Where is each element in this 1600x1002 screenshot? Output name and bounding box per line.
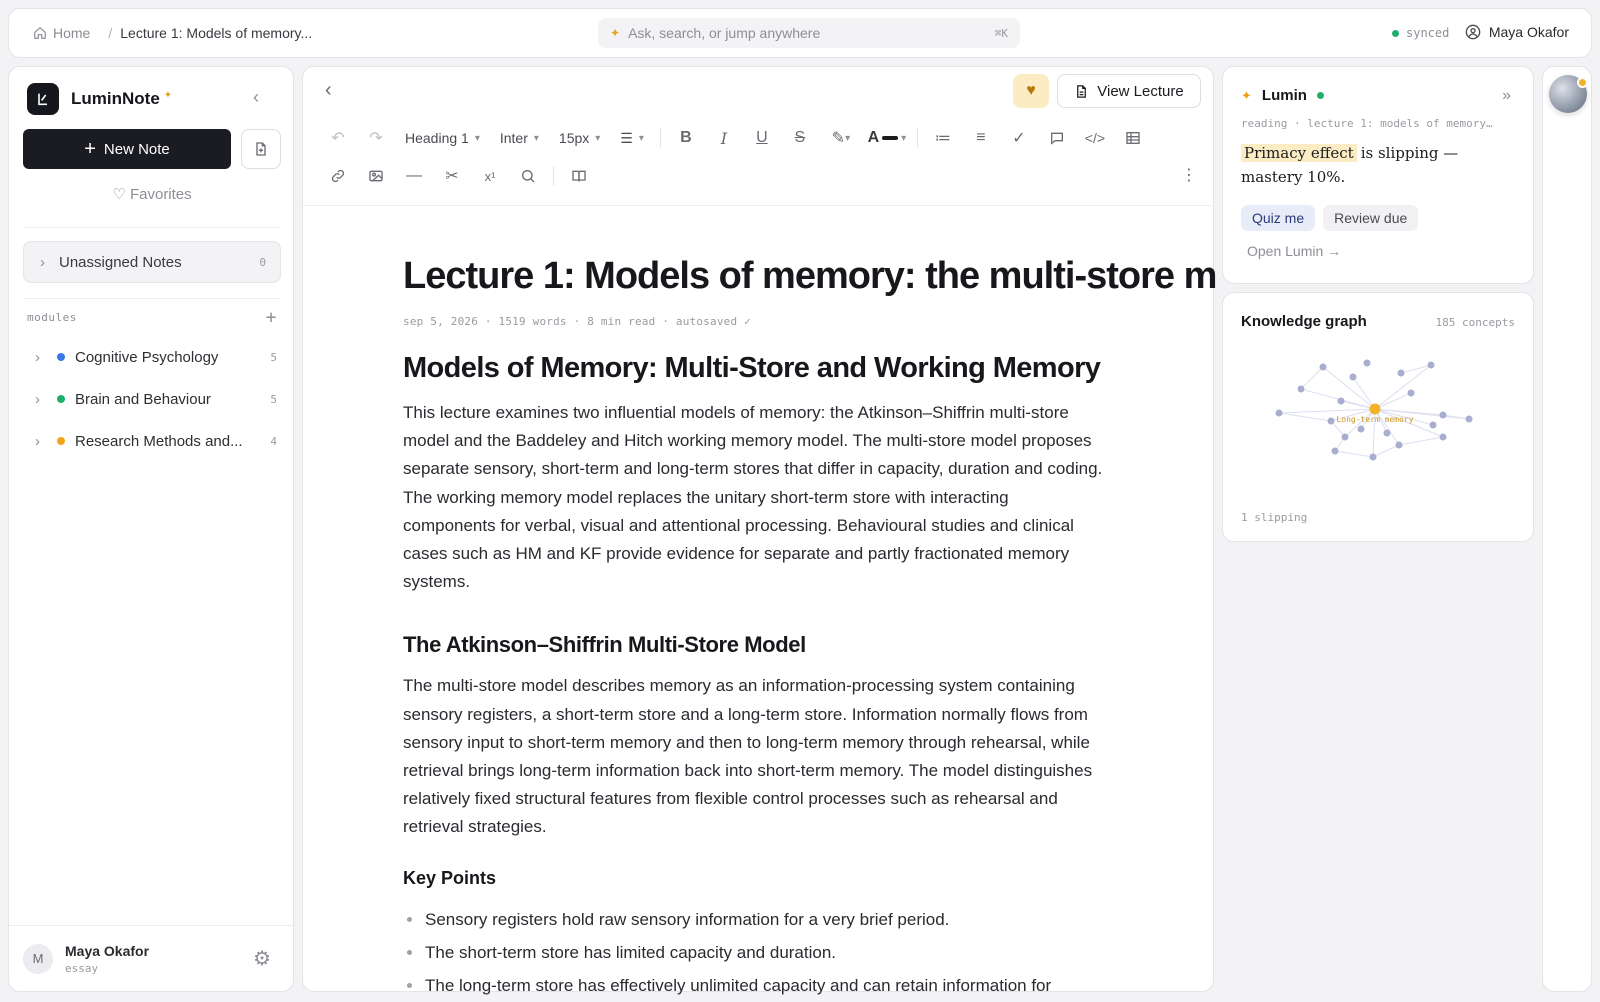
favorites-label: Favorites	[129, 186, 192, 203]
heart-icon: ♥	[1026, 82, 1036, 99]
line-spacing-icon: ☰	[620, 129, 633, 146]
knowledge-graph-count: 185 concepts	[1435, 316, 1515, 329]
breadcrumb-separator: /	[108, 25, 113, 41]
breadcrumb-current[interactable]: Lecture 1: Models of memory...	[120, 25, 313, 41]
table-icon[interactable]	[1114, 123, 1152, 153]
align-icon[interactable]: ≡	[976, 129, 986, 146]
concept-highlight[interactable]: Primacy effect	[1241, 144, 1357, 162]
lumin-message	[1241, 141, 1519, 189]
graph-node	[1396, 442, 1403, 449]
sparkle-icon: ✦	[163, 89, 173, 101]
view-lecture-button[interactable]	[1057, 74, 1201, 108]
graph-node	[1370, 454, 1377, 461]
chevron-right-icon: ›	[35, 390, 40, 408]
status-dot-icon	[1317, 92, 1324, 99]
new-note-label: New Note	[103, 140, 170, 158]
paragraph: This lecture examines two influential models of memory: the Atkinson–Shiffrin multi-store model and the Baddeley and Hitch working memory model. The multi-store model proposes separate sensory, short-term and long-term stores that differ in capacity, duration and coding. The working memory model replaces the unitary short-term store with interacting components for verbal, visual and attentional processing. Behavioural studies and clinical cases such as HM and KF provide evidence for separate and partly fractionated memory systems.	[403, 403, 1103, 592]
italic-icon[interactable]: I	[720, 128, 728, 148]
sync-status	[1392, 26, 1449, 40]
module-item[interactable]	[27, 336, 277, 378]
graph-node	[1350, 374, 1357, 381]
graph-node	[1384, 430, 1391, 437]
checkmark-icon[interactable]: ✓	[1012, 130, 1026, 147]
chevron-down-icon: ▾	[595, 132, 601, 144]
module-color-dot	[57, 353, 65, 361]
lumin-title: Lumin	[1261, 87, 1307, 104]
avatar: M	[23, 944, 53, 974]
modules-header	[27, 307, 277, 328]
divider	[303, 205, 1215, 206]
import-note-button[interactable]	[241, 129, 281, 169]
line-spacing-select[interactable]	[610, 130, 654, 147]
expand-icon[interactable]: »	[1502, 87, 1511, 104]
knowledge-graph-panel	[1222, 292, 1534, 542]
user-role: essay	[65, 961, 99, 975]
module-item[interactable]	[27, 420, 277, 462]
back-icon[interactable]: ‹	[325, 79, 332, 101]
graph-node	[1342, 434, 1349, 441]
notification-badge	[1577, 77, 1588, 88]
graph-node	[1364, 360, 1371, 367]
user-info	[65, 943, 149, 975]
chevron-right-icon: ›	[35, 348, 40, 366]
app-logo-icon	[27, 83, 59, 115]
graph-node	[1440, 434, 1447, 441]
gear-icon[interactable]: ⚙	[253, 948, 271, 970]
user-circle-icon	[1465, 24, 1481, 40]
graph-focus-node	[1370, 404, 1381, 415]
font-select[interactable]	[490, 130, 549, 146]
lumin-header	[1241, 87, 1324, 104]
quiz-me-button[interactable]: Quiz me	[1241, 205, 1315, 231]
new-note-button[interactable]	[23, 129, 231, 169]
lumin-context: reading · lecture 1: models of memory…	[1241, 117, 1493, 130]
module-name: Cognitive Psychology	[75, 348, 219, 366]
document-meta: sep 5, 2026 · 1519 words · 8 min read · autosaved ✓	[403, 315, 751, 328]
add-module-icon[interactable]: +	[265, 307, 277, 328]
unassigned-notes-item[interactable]	[23, 241, 281, 283]
sparkle-icon: ✦	[1241, 87, 1252, 103]
breadcrumb-home-label: Home	[53, 25, 91, 41]
graph-node	[1276, 410, 1283, 417]
plus-icon: +	[84, 138, 96, 160]
key-points-list	[403, 903, 1103, 1002]
assistant-rail	[1542, 66, 1592, 992]
brand	[27, 83, 172, 115]
user-menu[interactable]	[1465, 24, 1569, 40]
graph-node	[1430, 422, 1437, 429]
unassigned-notes-label: Unassigned Notes	[59, 253, 182, 271]
toolbar-separator	[660, 128, 661, 148]
redo-icon[interactable]: ↷	[369, 130, 383, 147]
graph-node	[1320, 364, 1327, 371]
comment-icon[interactable]	[1038, 123, 1076, 153]
graph-node	[1332, 448, 1339, 455]
text-color-icon[interactable]: A ▾	[867, 129, 907, 146]
divider	[23, 227, 281, 228]
format-toolbar	[319, 121, 1152, 155]
module-name: Brain and Behaviour	[75, 390, 211, 408]
heading-2: The Atkinson–Shiffrin Multi-Store Model	[403, 632, 806, 658]
list-item: The long-term store has effectively unlimited capacity and can retain information for	[425, 969, 1103, 1002]
font-size-value: 15px	[558, 130, 590, 146]
graph-node	[1328, 418, 1335, 425]
module-item[interactable]	[27, 378, 277, 420]
paragraph: The multi-store model describes memory as an information-processing system containing sensory registers, a short-term store and a long-term store. Information normally flows from sensory input to short-term memory and then to long-term memory through rehearsal, while retrieval brings long-term information back into short-term memory. The model distinguishes relatively fixed structural features from flexible control processes such as rehearsal and retrieval strategies.	[403, 676, 1093, 837]
knowledge-graph-footer: 1 slipping	[1241, 511, 1308, 524]
knowledge-graph[interactable]	[1223, 353, 1535, 493]
heading-1: Models of Memory: Multi-Store and Working Memory	[403, 352, 1101, 384]
module-color-dot	[57, 395, 65, 403]
list-item: Sensory registers hold raw sensory information for a very brief period.	[425, 903, 1103, 936]
block-style-value: Heading 1	[405, 130, 469, 146]
app-name: LuminNote	[71, 89, 160, 108]
module-count: 5	[270, 392, 277, 406]
lumin-panel	[1222, 66, 1534, 284]
module-count: 5	[270, 350, 277, 364]
document-body[interactable]	[403, 255, 1217, 1002]
search-bar[interactable]	[598, 18, 1020, 48]
bullet-list-icon[interactable]: ≔	[934, 130, 951, 147]
module-list	[27, 336, 277, 462]
font-value: Inter	[499, 130, 528, 146]
document-icon	[1074, 84, 1089, 99]
modules-header-label: modules	[27, 311, 77, 324]
chevron-right-icon: ›	[40, 253, 45, 271]
breadcrumb	[33, 25, 312, 41]
bold-icon[interactable]: B	[680, 129, 692, 146]
user-name: Maya Okafor	[65, 942, 150, 959]
link-icon[interactable]	[319, 161, 357, 191]
graph-node	[1408, 390, 1415, 397]
toolbar-separator	[917, 128, 918, 148]
graph-node	[1358, 426, 1365, 433]
highlighter-icon[interactable]: ✎ ▾	[831, 130, 851, 147]
editor-pane	[302, 66, 1217, 995]
code-icon[interactable]: </>	[1084, 130, 1106, 146]
chevron-down-icon: ▾	[474, 132, 480, 144]
search-icon[interactable]	[509, 161, 547, 191]
sync-status-label: synced	[1406, 26, 1450, 40]
chevron-down-icon: ▾	[533, 132, 539, 144]
book-icon[interactable]	[560, 161, 598, 191]
lumin-message-text: is slipping — mastery 10%.	[1241, 144, 1459, 186]
document-title[interactable]: Lecture 1: Models of memory: the multi-store m	[403, 255, 1217, 297]
divider	[23, 298, 281, 299]
graph-node	[1398, 370, 1405, 377]
strikethrough-icon[interactable]: S	[794, 129, 806, 146]
heart-outline-icon: ♡	[112, 186, 126, 203]
graph-node	[1466, 416, 1473, 423]
file-plus-icon	[253, 141, 269, 157]
favorite-button[interactable]	[1013, 74, 1049, 108]
module-color-dot	[57, 437, 65, 445]
knowledge-graph-title: Knowledge graph	[1241, 313, 1367, 330]
top-bar	[8, 8, 1592, 58]
image-icon[interactable]	[357, 161, 395, 191]
user-profile[interactable]	[9, 925, 293, 991]
graph-node	[1428, 362, 1435, 369]
favorites-link[interactable]	[9, 185, 295, 203]
insert-toolbar	[319, 159, 598, 193]
view-lecture-label: View Lecture	[1097, 82, 1184, 100]
graph-focus-label: Long-term memory	[1336, 415, 1414, 424]
lumin-actions	[1241, 205, 1418, 231]
chevron-down-icon: ▾	[638, 132, 644, 144]
superscript-icon[interactable]: x¹	[484, 168, 496, 184]
heading-3: Key Points	[403, 867, 497, 888]
open-lumin-link[interactable]: Open Lumin →	[1247, 243, 1342, 259]
review-due-button[interactable]: Review due	[1323, 205, 1418, 231]
module-name: Research Methods and...	[75, 432, 243, 450]
list-item: The short-term store has limited capacity and duration.	[425, 936, 1103, 969]
search-shortcut: ⌘K	[994, 26, 1008, 40]
chevron-right-icon: ›	[35, 432, 40, 450]
sidebar	[8, 66, 294, 992]
search-placeholder: Ask, search, or jump anywhere	[628, 25, 821, 41]
block-style-select[interactable]	[395, 130, 490, 146]
graph-node	[1338, 398, 1345, 405]
breadcrumb-home[interactable]	[33, 25, 90, 41]
font-size-select[interactable]	[549, 130, 610, 146]
graph-node	[1440, 412, 1447, 419]
undo-icon[interactable]: ↶	[331, 130, 345, 147]
unassigned-notes-count: 0	[259, 255, 266, 269]
scissors-icon[interactable]: ✂	[445, 168, 459, 185]
more-options-icon[interactable]: ⋮	[1181, 167, 1197, 184]
sparkle-icon: ✦	[610, 26, 621, 40]
module-count: 4	[270, 434, 277, 448]
collapse-sidebar-icon[interactable]: ‹	[253, 87, 259, 107]
underline-icon[interactable]: U	[756, 129, 768, 146]
user-menu-name: Maya Okafor	[1488, 24, 1569, 40]
horizontal-rule-icon[interactable]: —	[406, 167, 422, 184]
toolbar-separator	[553, 166, 554, 186]
sync-dot-icon	[1392, 30, 1399, 37]
home-icon	[33, 26, 47, 40]
graph-node	[1298, 386, 1305, 393]
